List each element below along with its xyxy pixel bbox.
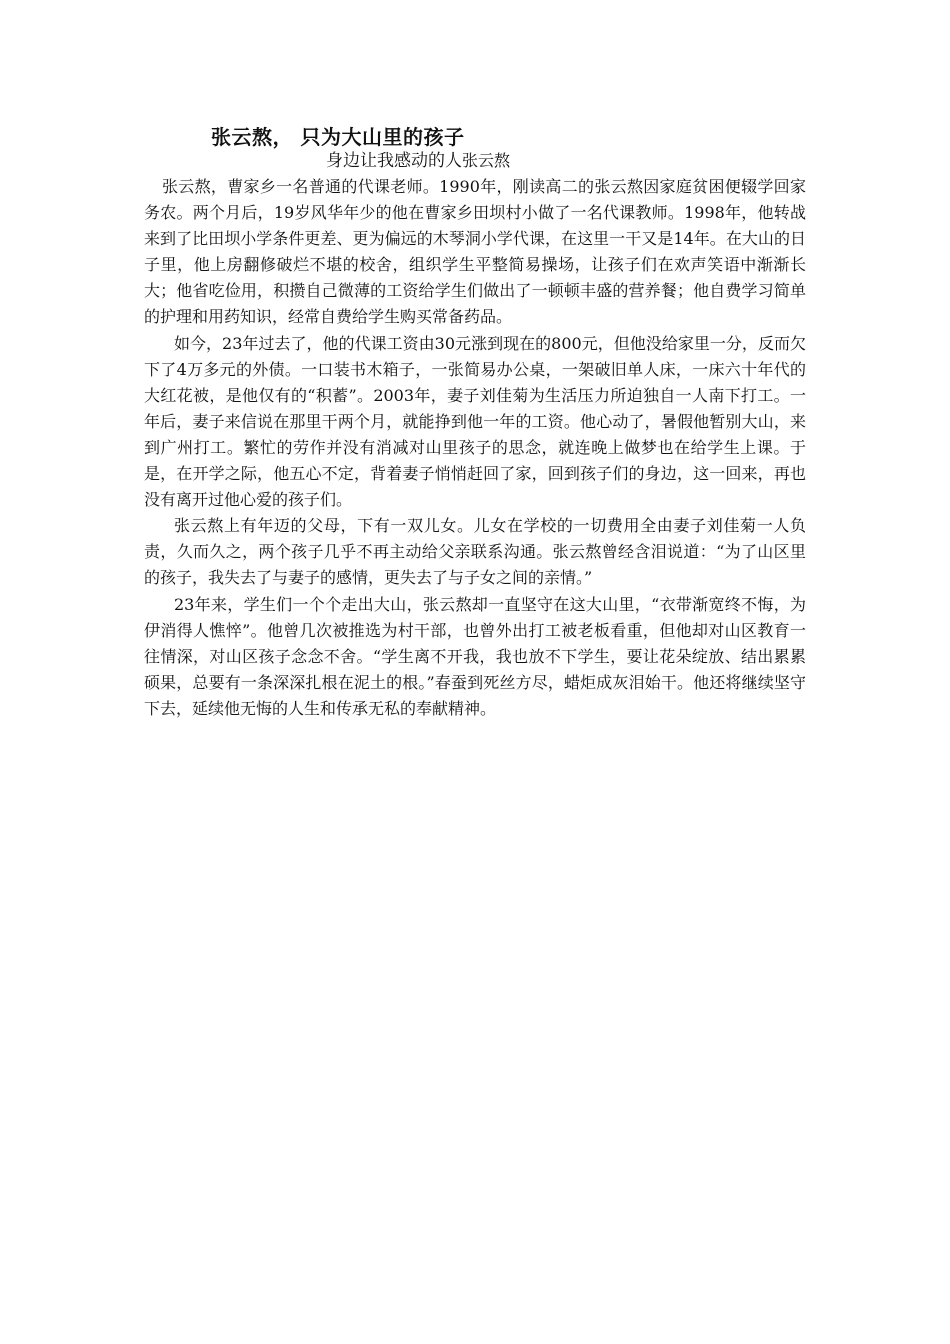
paragraph-1: 张云熬，曹家乡一名普通的代课老师。1990年，刚读高二的张云熬因家庭贫困便辍学回家务农。两个月后，19岁风华年少的他在曹家乡田坝村小做了一名代课教师。1998年，他转战来到了比田坝小学条件更差、更为偏远的木琴洞小学代课，在这里一干又是14年。在大山的日子里，他上房翻修破烂不堪的校舍，组织学生平整简易操场，让孩子们在欢声笑语中渐渐长大；他省吃俭用，积攒自己微薄的工资给学生们做出了一顿顿丰盛的营养餐；他自费学习简单的护理和用药知识，经常自费给学生购买常备药品。	[144, 177, 806, 327]
subtitle-author: 张云熬	[462, 151, 511, 170]
document-body	[144, 174, 806, 722]
document-title: 张云熬， 只为大山里的孩子	[211, 125, 465, 149]
subtitle-text: 身边让我感动的人	[326, 151, 462, 171]
paragraph-4: 23年来，学生们一个个走出大山，张云熬却一直坚守在这大山里，“衣带渐宽终不悔，为伊消得人憔悴”。他曾几次被推选为村干部，也曾外出打工被老板看重，但他却对山区教育一往情深，对山区孩子念念不舍。“学生离不开我，我也放不下学生，要让花朵绽放、结出累累硕果，总要有一条深深扎根在泥土的根。”春蚕到死丝方尽，蜡炬成灰泪始干。他还将继续坚守下去，延续他无悔的人生和传承无私的奉献精神。	[144, 594, 806, 718]
document-subtitle	[326, 148, 510, 174]
paragraph-3: 张云熬上有年迈的父母，下有一双儿女。儿女在学校的一切费用全由妻子刘佳菊一人负责，久而久之，两个孩子几乎不再主动给父亲联系沟通。张云熬曾经含泪说道：“为了山区里的孩子，我失去了与妻子的感情，更失去了与子女之间的亲情。”	[144, 516, 806, 588]
paragraph-2: 如今，23年过去了，他的代课工资由30元涨到现在的800元，但他没给家里一分，反而欠下了4万多元的外债。一口装书木箱子，一张简易办公桌，一架破旧单人床，一床六十年代的大红花被，是他仅有的“积蓄”。2003年，妻子刘佳菊为生活压力所迫独自一人南下打工。一年后，妻子来信说在那里干两个月，就能挣到他一年的工资。他心动了，暑假他暂别大山，来到广州打工。繁忙的劳作并没有消减对山里孩子的思念，就连晚上做梦也在给学生上课。于是，在开学之际，他五心不定，背着妻子悄悄赶回了家，回到孩子们的身边，这一回来，再也没有离开过他心爱的孩子们。	[144, 333, 806, 510]
